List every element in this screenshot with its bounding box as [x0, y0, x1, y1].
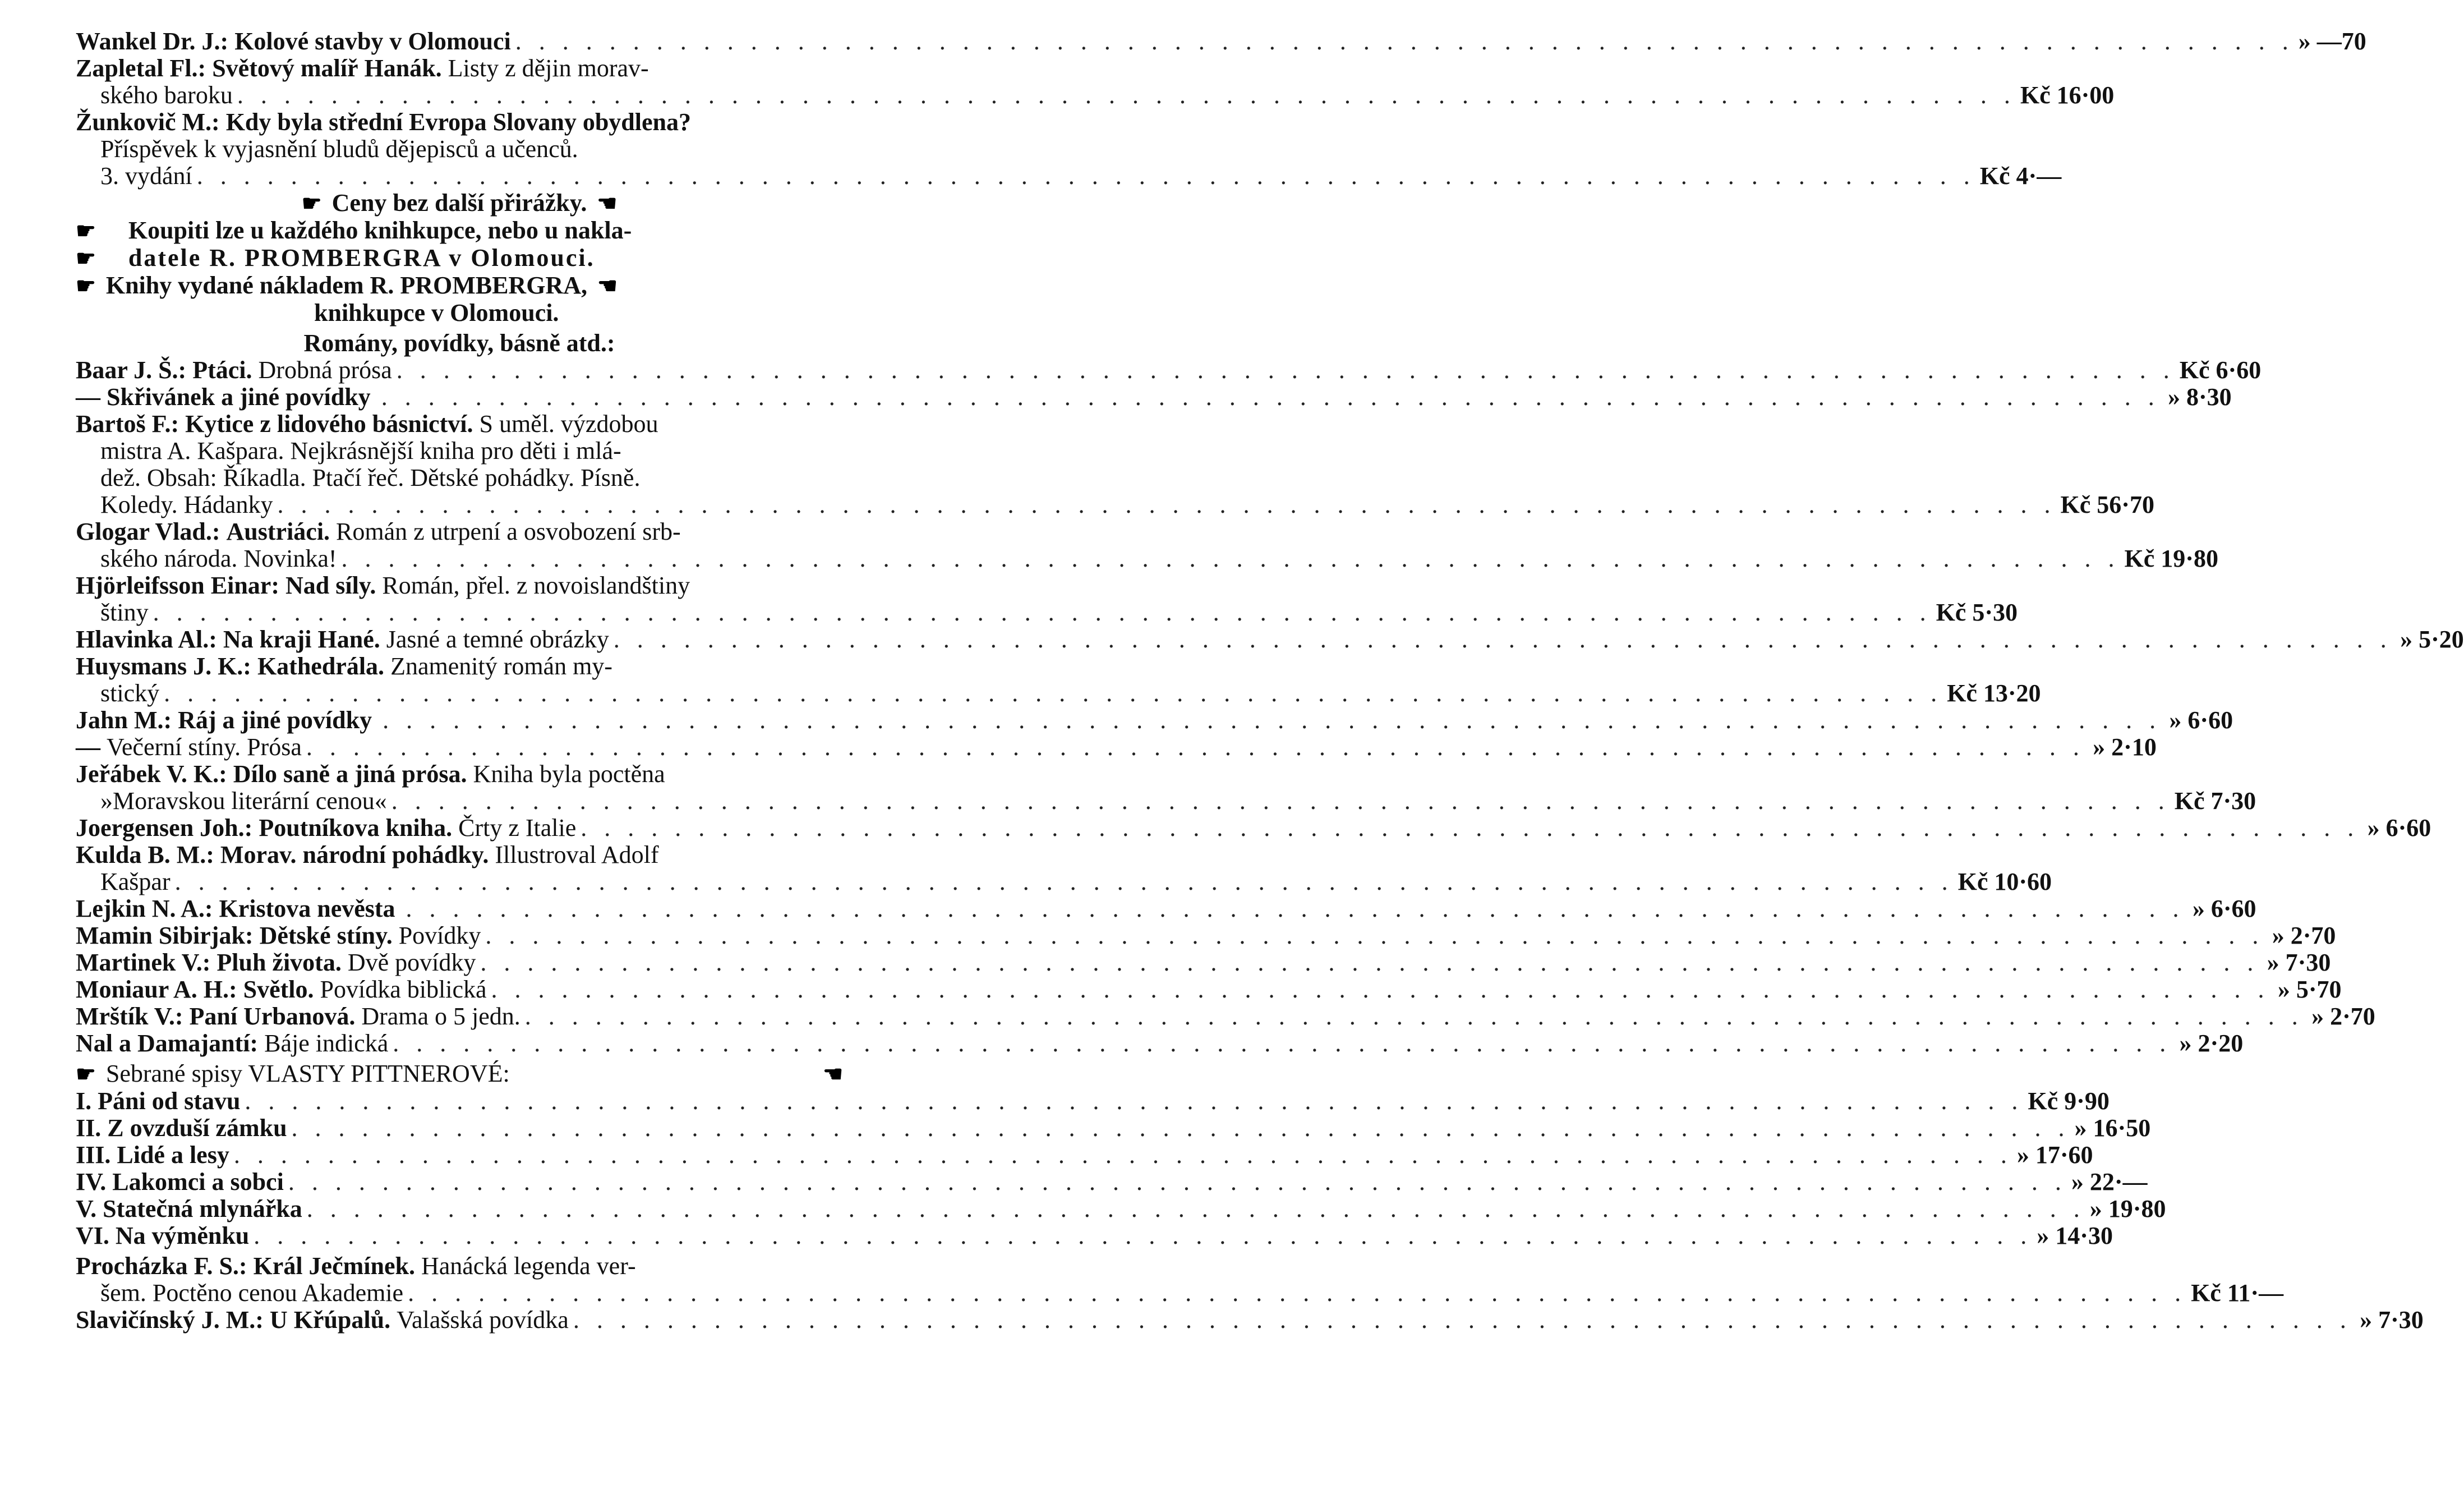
entry-author: Hlavinka Al.:	[76, 626, 217, 653]
entry-zunkovic-cont	[76, 136, 843, 163]
list-item	[76, 1195, 2166, 1222]
entry-price: Kč 13·20	[1947, 679, 2041, 707]
leader-dots	[406, 895, 2185, 922]
entry-price: » 6·60	[2192, 895, 2256, 922]
leader-dots	[480, 949, 2259, 976]
leader-dots	[393, 1030, 2171, 1057]
entry-author: Wankel Dr. J.:	[76, 27, 229, 55]
leader-dots	[581, 815, 2359, 842]
list-item	[76, 1279, 2284, 1307]
list-item	[76, 1114, 2151, 1142]
list-item	[76, 545, 2218, 572]
list-item	[76, 653, 843, 680]
entry-author: Žunkovič M.:	[76, 108, 220, 136]
entry-description: Koledy. Hádanky	[100, 491, 273, 518]
entry-title: Skřivánek a jiné povídky	[107, 383, 371, 411]
volume-title: V. Statečná mlynářka	[76, 1195, 302, 1222]
entry-title: Král Ječmínek.	[253, 1252, 415, 1280]
entry-price: » 2·70	[2311, 1003, 2375, 1030]
entry-price: » 2·10	[2093, 733, 2157, 761]
entry-author: Martinek V.:	[76, 949, 211, 976]
entry-title: Dětské stíny.	[259, 922, 393, 949]
entry-price: » 6·60	[2169, 706, 2233, 734]
entry-zapletal	[76, 55, 843, 82]
leader-dots	[292, 1115, 2070, 1142]
entry-author: Jeřábek V. K.:	[76, 760, 227, 788]
leader-dots	[515, 28, 2294, 55]
notice-published-1	[76, 272, 843, 300]
entry-description: Listy z dějin morav-	[448, 54, 649, 82]
entry-description: Valašská povídka	[397, 1306, 569, 1334]
leader-dots	[197, 163, 1975, 190]
list-item	[76, 491, 2154, 518]
entry-author: —	[76, 733, 100, 761]
entry-description: 3. vydání	[100, 162, 192, 190]
leader-dots	[381, 384, 2160, 411]
entry-title: Morav. národní pohádky.	[220, 841, 489, 868]
list-item	[76, 356, 2262, 384]
entry-description: Znamenitý román my-	[390, 652, 612, 680]
notice-buy-2	[76, 245, 843, 272]
list-item	[76, 814, 2431, 842]
entry-price: Kč 6·60	[2179, 356, 2262, 384]
volume-price: » 19·80	[2089, 1195, 2166, 1222]
entry-title: Na kraji Hané.	[223, 626, 380, 653]
list-item	[76, 1003, 2375, 1030]
entry-description: ského baroku	[100, 81, 233, 109]
volume-price: » 17·60	[2016, 1141, 2093, 1169]
volume-price: Kč 9·90	[2028, 1087, 2110, 1115]
entry-title: Pluh života.	[217, 949, 342, 976]
entry-price: » 7·30	[2360, 1306, 2424, 1334]
leader-dots	[245, 1088, 2023, 1115]
pointing-hand-left-icon: ☚	[823, 1061, 843, 1087]
list-item	[76, 922, 2336, 949]
entry-description: Povídka biblická	[320, 976, 487, 1003]
entry-zunkovic	[76, 109, 843, 136]
entry-title: Světový malíř Hanák.	[212, 54, 442, 82]
entry-description: mistra A. Kašpara. Nejkrásnější kniha pro děti i mlá-	[100, 437, 621, 465]
entry-description: Illustroval Adolf	[495, 841, 659, 868]
entry-author: Slavičínský J. M.:	[76, 1306, 264, 1334]
volume-title: IV. Lakomci a sobci	[76, 1168, 284, 1196]
leader-dots	[306, 734, 2085, 761]
leader-dots	[491, 976, 2270, 1003]
leader-dots	[278, 491, 2056, 518]
list-item	[76, 599, 2018, 626]
entry-description: Kniha byla poctěna	[473, 760, 665, 788]
entry-title: Nad síly.	[285, 572, 376, 599]
list-item	[76, 518, 843, 545]
list-item	[76, 733, 2157, 761]
entry-description: Román z utrpení a osvobození srb-	[336, 518, 681, 545]
notice-text: knihkupce v Olomouci.	[314, 299, 559, 327]
entry-price: » 5·20	[2400, 626, 2464, 653]
leader-dots	[525, 1003, 2304, 1030]
volume-title: III. Lidé a lesy	[76, 1141, 229, 1169]
entry-description: Dvě povídky	[347, 949, 476, 976]
entry-wankel	[76, 27, 2366, 55]
notice-buy-1	[76, 217, 843, 245]
entry-description: šem. Poctěno cenou Akademie	[100, 1279, 404, 1307]
entry-author: Moniaur A. H.:	[76, 976, 237, 1003]
leader-dots	[397, 357, 2175, 384]
list-item	[76, 976, 2342, 1003]
entry-description: Drama o 5 jedn.	[361, 1003, 521, 1030]
list-item	[76, 1141, 2093, 1169]
section-heading-text: Sebrané spisy VLASTY PITTNEROVÉ:	[105, 1060, 510, 1087]
list-item	[76, 411, 843, 438]
notice-published-2	[76, 300, 843, 327]
pointing-hand-left-icon: ☚	[597, 191, 618, 216]
entry-title: Kathedrála.	[257, 652, 385, 680]
leader-dots	[342, 545, 2120, 572]
entry-price: Kč 10·60	[1958, 868, 2052, 895]
entry-price: » 2·20	[2179, 1029, 2244, 1057]
entry-price: » 5·70	[2277, 976, 2342, 1003]
notice-text: Knihy vydané nákladem R. PROMBERGRA,	[105, 272, 587, 299]
entry-price: » —70	[2298, 27, 2366, 55]
entry-author: Nal a Damajantí:	[76, 1029, 259, 1057]
entry-price: Kč 16·00	[2020, 81, 2115, 109]
leader-dots	[288, 1169, 2067, 1196]
entry-price: » 8·30	[2168, 383, 2232, 411]
entry-description: štiny	[100, 599, 149, 626]
list-item	[76, 1168, 2148, 1196]
entry-description: stický	[100, 679, 160, 707]
leader-dots	[153, 599, 1932, 626]
entry-author: Joergensen Joh.:	[76, 814, 253, 842]
entry-description: Jasné a temné obrázky	[386, 626, 609, 653]
list-item	[76, 438, 843, 465]
entry-author: Huysmans J. K.:	[76, 652, 251, 680]
tail-list	[76, 1252, 2424, 1334]
entry-description: S uměl. výzdobou	[479, 410, 658, 438]
entry-author: Hjörleifsson Einar:	[76, 572, 279, 599]
list-item	[76, 1087, 2110, 1115]
leader-dots	[307, 1196, 2085, 1222]
list-item	[76, 868, 2052, 895]
volume-price: » 16·50	[2074, 1114, 2151, 1142]
entry-author: Zapletal Fl.:	[76, 54, 206, 82]
entry-price: Kč 56·70	[2060, 491, 2154, 518]
leader-dots	[614, 626, 2392, 653]
entry-description: Drobná prósa	[258, 356, 392, 384]
list-item	[76, 842, 843, 868]
leader-dots	[254, 1222, 2032, 1249]
volume-price: » 14·30	[2037, 1222, 2113, 1249]
list-item	[76, 706, 2233, 734]
entry-description: Povídky	[398, 922, 481, 949]
leader-dots	[383, 707, 2161, 734]
list-item	[76, 383, 2232, 411]
entry-title: Ptáci.	[192, 356, 252, 384]
entry-description: Črty z Italie	[458, 814, 577, 842]
volume-title: I. Páni od stavu	[76, 1087, 241, 1115]
leader-dots	[408, 1280, 2186, 1307]
pointing-hand-right-icon: ☛	[76, 218, 96, 243]
entry-description: Hanácká legenda ver-	[421, 1252, 636, 1280]
entry-zapletal-cont	[76, 81, 2115, 109]
list-item	[76, 1253, 843, 1280]
entry-zunkovic-cont2	[76, 162, 2062, 190]
list-item	[76, 761, 843, 788]
entry-price: Kč 11·—	[2191, 1279, 2284, 1307]
list-item	[76, 1306, 2424, 1334]
entry-author: —	[76, 383, 100, 411]
notice-prices	[76, 190, 843, 217]
entry-price: Kč 7·30	[2174, 787, 2256, 815]
entry-price: » 7·30	[2267, 949, 2331, 976]
entry-title: Kdy byla střední Evropa Slovany obydlena?	[225, 108, 691, 136]
list-item	[76, 787, 2256, 815]
entry-price: Kč 19·80	[2124, 545, 2218, 572]
entry-description: dež. Obsah: Říkadla. Ptačí řeč. Dětské pohádky. Písně.	[100, 464, 641, 491]
entry-author: Procházka F. S.:	[76, 1252, 247, 1280]
list-item	[76, 895, 2256, 922]
entry-price: Kč 5·30	[1936, 599, 2018, 626]
entry-description: Kašpar	[100, 868, 171, 895]
entry-description: ského národa. Novinka!	[100, 545, 337, 572]
notice-text: datele R. PROMBERGRA v Olomouci.	[128, 244, 595, 272]
entry-description: Román, přel. z novoislandštiny	[382, 572, 690, 599]
pointing-hand-right-icon: ☛	[76, 273, 96, 298]
entry-author: Jahn M.:	[76, 706, 172, 734]
entry-price: Kč 4·—	[1979, 162, 2062, 190]
entry-author: Mamin Sibirjak:	[76, 922, 254, 949]
list-item	[76, 679, 2041, 707]
entry-title: Poutníkova kniha.	[259, 814, 453, 842]
section-heading-text: Romány, povídky, básně atd.:	[303, 329, 615, 357]
list-item	[76, 572, 843, 599]
leader-dots	[164, 680, 1942, 707]
pointing-hand-right-icon: ☛	[301, 191, 322, 216]
pointing-hand-left-icon: ☚	[597, 273, 618, 298]
entry-title: Dílo saně a jiná prósa.	[233, 760, 467, 788]
list-item	[76, 465, 843, 491]
volume-title: VI. Na výměnku	[76, 1222, 250, 1249]
entry-author: Mrštík V.:	[76, 1003, 183, 1030]
entry-description: Báje indická	[264, 1029, 389, 1057]
list-item	[76, 949, 2331, 976]
entry-price: » 6·60	[2367, 814, 2431, 842]
novels-list	[76, 356, 2464, 1057]
entry-author: Lejkin N. A.:	[76, 895, 213, 922]
entry-title: Ráj a jiné povídky	[178, 706, 372, 734]
entry-title: Kristova nevěsta	[219, 895, 395, 922]
leader-dots	[175, 868, 1954, 895]
leader-dots	[392, 788, 2170, 815]
entry-title: Světlo.	[243, 976, 314, 1003]
entry-title: U Křúpalů.	[269, 1306, 391, 1334]
notice-text: Koupiti lze u každého knihkupce, nebo u nakla-	[128, 217, 632, 244]
entry-title: Austriáci.	[226, 518, 330, 545]
list-item	[76, 1029, 2244, 1057]
leader-dots	[237, 82, 2016, 109]
volume-title: II. Z ovzduší zámku	[76, 1114, 287, 1142]
entry-author: Glogar Vlad.:	[76, 518, 220, 545]
entry-description: Večerní stíny. Prósa	[107, 733, 302, 761]
entry-author: Kulda B. M.:	[76, 841, 214, 868]
entry-title: Paní Urbanová.	[189, 1003, 356, 1030]
entry-author: Baar J. Š.:	[76, 356, 187, 384]
pittnerova-list	[76, 1087, 2166, 1249]
volume-price: » 22·—	[2071, 1168, 2148, 1196]
pointing-hand-right-icon: ☛	[76, 1061, 96, 1087]
leader-dots	[573, 1307, 2352, 1334]
section-heading-novels	[76, 330, 843, 357]
section-heading-pittnerova	[76, 1060, 843, 1088]
entry-description: »Moravskou literární cenou«	[100, 787, 387, 815]
list-item	[76, 626, 2464, 653]
entry-title: Kytice z lidového básnictví.	[185, 410, 473, 438]
entry-price: » 2·70	[2272, 922, 2336, 949]
pointing-hand-right-icon: ☛	[76, 246, 96, 271]
list-item	[76, 1222, 2113, 1249]
leader-dots	[234, 1142, 2012, 1169]
entry-author: Bartoš F.:	[76, 410, 179, 438]
leader-dots	[485, 922, 2264, 949]
notice-text: Ceny bez další přirážky.	[331, 189, 587, 217]
entry-title: Kolové stavby v Olomouci	[234, 27, 511, 55]
entry-description: Příspěvek k vyjasnění bludů dějepisců a učenců.	[100, 135, 578, 163]
